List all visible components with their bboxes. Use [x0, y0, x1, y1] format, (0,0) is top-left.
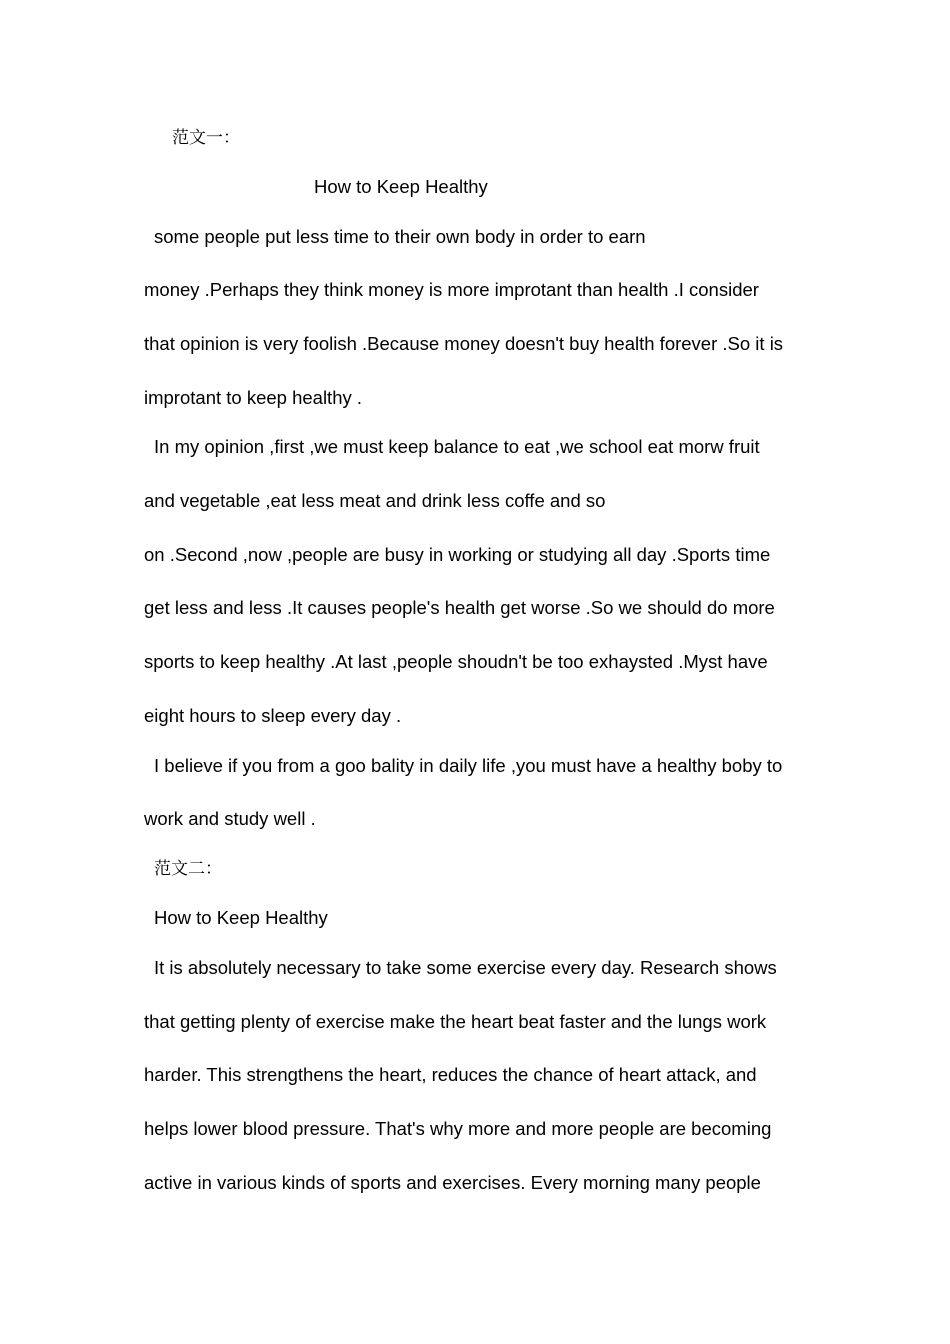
essay1-title: How to Keep Healthy — [314, 176, 488, 197]
essay1-line-1: some people put less time to their own body in order to earn — [154, 226, 646, 247]
essay2-line-2: that getting plenty of exercise make the heart beat faster and the lungs work — [144, 1011, 767, 1032]
essay2-line-3: harder. This strengthens the heart, reduces the chance of heart attack, and — [144, 1064, 757, 1085]
essay1-line-6: and vegetable ,eat less meat and drink less coffe and so — [144, 490, 606, 511]
essay2-title: How to Keep Healthy — [154, 907, 328, 928]
essay1-line-12: work and study well . — [144, 808, 316, 829]
essay1-line-11: I believe if you from a goo bality in daily life ,you must have a healthy boby to — [154, 755, 783, 776]
essay1-line-9: sports to keep healthy .At last ,people shoudn't be too exhaysted .Myst have — [144, 651, 768, 672]
essay1-line-4: improtant to keep healthy . — [144, 387, 363, 408]
essay1-line-8: get less and less .It causes people's health get worse .So we should do more — [144, 597, 775, 618]
essay2-label: 范文二： — [154, 859, 222, 879]
essay2-line-1: It is absolutely necessary to take some exercise every day. Research shows — [154, 957, 777, 978]
essay1-line-10: eight hours to sleep every day . — [144, 705, 402, 726]
essay1-line-2: money .Perhaps they think money is more improtant than health .I consider — [144, 279, 759, 300]
essay1-label: 范文一： — [172, 128, 240, 148]
essay1-line-3: that opinion is very foolish .Because money doesn't buy health forever .So it is — [144, 333, 784, 354]
essay2-line-4: helps lower blood pressure. That's why more and more people are becoming — [144, 1118, 772, 1139]
essay1-line-5: In my opinion ,first ,we must keep balance to eat ,we school eat morw fruit — [154, 436, 760, 457]
essay2-line-5: active in various kinds of sports and exercises. Every morning many people — [144, 1172, 761, 1193]
essay1-line-7: on .Second ,now ,people are busy in working or studying all day .Sports time — [144, 544, 771, 565]
